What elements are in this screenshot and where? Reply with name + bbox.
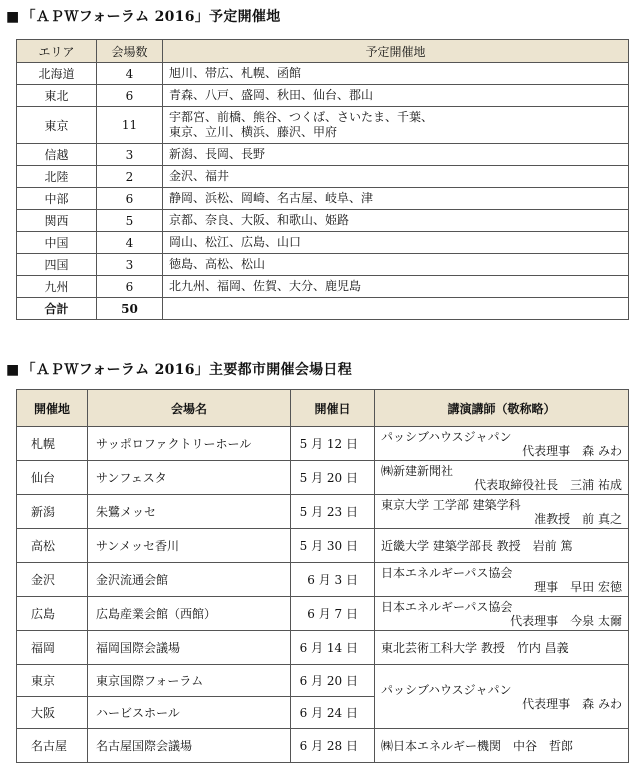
count-cell: 2 bbox=[97, 166, 163, 188]
speaker-affiliation: パッシブハウスジャパン bbox=[381, 682, 512, 697]
venue-cell: 福岡国際会議場 bbox=[88, 631, 291, 665]
count-cell: 6 bbox=[97, 85, 163, 107]
header-city: 開催地 bbox=[17, 390, 88, 427]
schedule-table bbox=[16, 389, 629, 763]
schedule-row bbox=[17, 597, 629, 631]
total-count: 50 bbox=[97, 298, 163, 320]
schedule-row bbox=[17, 665, 629, 697]
cities-cell bbox=[163, 107, 629, 144]
cities-cell bbox=[163, 210, 629, 232]
speaker-cell bbox=[375, 529, 629, 563]
area-cell: 東京 bbox=[17, 107, 97, 144]
speaker-line: ㈱日本エネルギー機関 中谷 哲郎 bbox=[381, 738, 574, 753]
section1-heading bbox=[6, 6, 281, 26]
speaker-affiliation: ㈱新建新聞社 bbox=[381, 463, 454, 478]
table2-header-row bbox=[17, 390, 629, 427]
area-cell: 東北 bbox=[17, 85, 97, 107]
speaker-name: 代表理事 森 みわ bbox=[522, 696, 622, 711]
speaker-line: 東北芸術工科大学 教授 竹内 昌義 bbox=[381, 640, 569, 655]
speaker-name: 准教授 前 真之 bbox=[534, 511, 622, 526]
section2-bullet: ■ bbox=[6, 362, 20, 378]
speaker-affiliation: 東京大学 工学部 建築学科 bbox=[381, 497, 521, 512]
header-venue: 会場名 bbox=[88, 390, 291, 427]
date-cell: 5 月 20 日 bbox=[291, 461, 375, 495]
venue-cell: サンメッセ香川 bbox=[88, 529, 291, 563]
area-cell: 信越 bbox=[17, 144, 97, 166]
cities-cell bbox=[163, 85, 629, 107]
venue-cell: 朱鷺メッセ bbox=[88, 495, 291, 529]
speaker-cell bbox=[375, 495, 629, 529]
count-cell: 6 bbox=[97, 188, 163, 210]
speaker-affiliation: パッシブハウスジャパン bbox=[381, 429, 512, 444]
city-cell: 金沢 bbox=[17, 563, 88, 597]
speaker-affiliation: 日本エネルギーパス協会 bbox=[381, 599, 513, 614]
cities-line: 北九州、福岡、佐賀、大分、鹿児島 bbox=[169, 279, 362, 293]
cities-line: 新潟、長岡、長野 bbox=[169, 147, 266, 161]
table-row bbox=[17, 144, 629, 166]
speaker-cell bbox=[375, 461, 629, 495]
speaker-name: 代表理事 森 みわ bbox=[522, 443, 622, 458]
speaker-name: 代表取締役社長 三浦 祐成 bbox=[474, 477, 622, 492]
speaker-cell bbox=[375, 563, 629, 597]
speaker-affiliation: 日本エネルギーパス協会 bbox=[381, 565, 513, 580]
cities-line: 宇都宮、前橋、熊谷、つくば、さいたま、千葉、 bbox=[169, 110, 434, 124]
date-cell: 6 月 20 日 bbox=[291, 665, 375, 697]
city-cell: 福岡 bbox=[17, 631, 88, 665]
city-cell: 名古屋 bbox=[17, 729, 88, 763]
table-row bbox=[17, 232, 629, 254]
total-label: 合計 bbox=[17, 298, 97, 320]
table-row bbox=[17, 276, 629, 298]
speaker-cell bbox=[375, 597, 629, 631]
cities-line: 岡山、松江、広島、山口 bbox=[169, 235, 302, 249]
area-cell: 中国 bbox=[17, 232, 97, 254]
date-cell: 6 月 3 日 bbox=[291, 563, 375, 597]
count-cell: 3 bbox=[97, 254, 163, 276]
venue-cell: 名古屋国際会議場 bbox=[88, 729, 291, 763]
speaker-cell bbox=[375, 729, 629, 763]
cities-cell bbox=[163, 166, 629, 188]
count-cell: 4 bbox=[97, 63, 163, 85]
venue-cell: サッポロファクトリーホール bbox=[88, 427, 291, 461]
table-row bbox=[17, 166, 629, 188]
venue-cell: 東京国際フォーラム bbox=[88, 665, 291, 697]
count-cell: 3 bbox=[97, 144, 163, 166]
date-cell: 6 月 24 日 bbox=[291, 697, 375, 729]
cities-line: 静岡、浜松、岡崎、名古屋、岐阜、津 bbox=[169, 191, 374, 205]
area-cell: 北海道 bbox=[17, 63, 97, 85]
area-cell: 九州 bbox=[17, 276, 97, 298]
speaker-name: 理事 早田 宏徳 bbox=[534, 579, 622, 594]
schedule-row bbox=[17, 495, 629, 529]
count-cell: 5 bbox=[97, 210, 163, 232]
table-row bbox=[17, 210, 629, 232]
count-cell: 11 bbox=[97, 107, 163, 144]
city-cell: 大阪 bbox=[17, 697, 88, 729]
section2-heading bbox=[6, 359, 352, 379]
section2-title: 「ＡＰＷフォーラム 2016」主要都市開催会場日程 bbox=[21, 362, 353, 378]
cities-cell bbox=[163, 144, 629, 166]
area-cell: 四国 bbox=[17, 254, 97, 276]
cities-line: 京都、奈良、大阪、和歌山、姫路 bbox=[169, 213, 350, 227]
date-cell: 5 月 30 日 bbox=[291, 529, 375, 563]
date-cell: 6 月 14 日 bbox=[291, 631, 375, 665]
schedule-row bbox=[17, 729, 629, 763]
city-cell: 仙台 bbox=[17, 461, 88, 495]
date-cell: 5 月 12 日 bbox=[291, 427, 375, 461]
cities-line: 青森、八戸、盛岡、秋田、仙台、郡山 bbox=[169, 88, 374, 102]
area-cell: 北陸 bbox=[17, 166, 97, 188]
cities-line: 徳島、高松、松山 bbox=[169, 257, 266, 271]
area-cell: 関西 bbox=[17, 210, 97, 232]
schedule-row bbox=[17, 529, 629, 563]
schedule-row bbox=[17, 563, 629, 597]
cities-line: 東京、立川、横浜、藤沢、甲府 bbox=[169, 125, 338, 139]
schedule-row bbox=[17, 631, 629, 665]
section1-title: 「ＡＰＷフォーラム 2016」予定開催地 bbox=[21, 9, 281, 25]
speaker-cell bbox=[375, 665, 629, 729]
count-cell: 4 bbox=[97, 232, 163, 254]
table-row bbox=[17, 107, 629, 144]
table-row bbox=[17, 254, 629, 276]
area-cell: 中部 bbox=[17, 188, 97, 210]
city-cell: 札幌 bbox=[17, 427, 88, 461]
city-cell: 東京 bbox=[17, 665, 88, 697]
speaker-cell bbox=[375, 631, 629, 665]
venue-cell: ハービスホール bbox=[88, 697, 291, 729]
cities-line: 金沢、福井 bbox=[169, 169, 230, 183]
speaker-name: 代表理事 今泉 太爾 bbox=[510, 613, 622, 628]
city-cell: 高松 bbox=[17, 529, 88, 563]
total-row bbox=[17, 298, 629, 320]
venue-cell: 金沢流通会館 bbox=[88, 563, 291, 597]
city-cell: 新潟 bbox=[17, 495, 88, 529]
total-empty bbox=[163, 298, 629, 320]
schedule-row bbox=[17, 427, 629, 461]
cities-cell bbox=[163, 188, 629, 210]
venue-areas-table bbox=[16, 39, 629, 320]
header-speaker: 講演講師（敬称略） bbox=[375, 390, 629, 427]
city-cell: 広島 bbox=[17, 597, 88, 631]
table-row bbox=[17, 63, 629, 85]
date-cell: 6 月 7 日 bbox=[291, 597, 375, 631]
venue-cell: 広島産業会館（西館） bbox=[88, 597, 291, 631]
speaker-cell bbox=[375, 427, 629, 461]
section1-bullet: ■ bbox=[6, 9, 20, 25]
header-date: 開催日 bbox=[291, 390, 375, 427]
cities-cell bbox=[163, 254, 629, 276]
venue-cell: サンフェスタ bbox=[88, 461, 291, 495]
header-count: 会場数 bbox=[97, 40, 163, 63]
date-cell: 6 月 28 日 bbox=[291, 729, 375, 763]
table1-header-row bbox=[17, 40, 629, 63]
table-row bbox=[17, 188, 629, 210]
speaker-line: 近畿大学 建築学部長 教授 岩前 篤 bbox=[381, 538, 573, 553]
cities-line: 旭川、帯広、札幌、函館 bbox=[169, 66, 302, 80]
cities-cell bbox=[163, 276, 629, 298]
cities-cell bbox=[163, 232, 629, 254]
cities-cell bbox=[163, 63, 629, 85]
header-area: エリア bbox=[17, 40, 97, 63]
header-cities: 予定開催地 bbox=[163, 40, 629, 63]
date-cell: 5 月 23 日 bbox=[291, 495, 375, 529]
count-cell: 6 bbox=[97, 276, 163, 298]
table-row bbox=[17, 85, 629, 107]
schedule-row bbox=[17, 461, 629, 495]
